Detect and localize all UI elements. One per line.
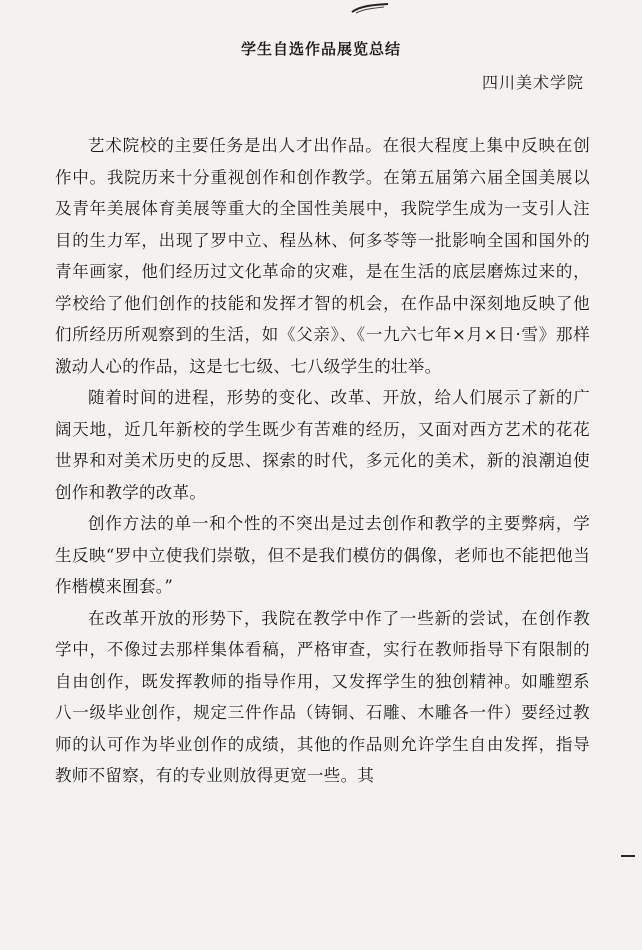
ink-smudge-mark [350, 2, 390, 16]
paragraph: 创作方法的单一和个性的不突出是过去创作和教学的主要弊病，学生反映“罗中立使我们崇敬，但不是我们模仿的偶像，老师也不能把他当作楷模来囿套。” [55, 514, 590, 596]
paragraph: 在改革开放的形势下，我院在教学中作了一些新的尝试，在创作教学中，不像过去那样集体看稿，严格审查，实行在教师指导下有限制的自由创作，既发挥教师的指导作用，又发挥学生的独创精神。如雕塑系八一级毕业创作，规定三件作品（铸铜、石雕、木雕各一件）要经过教师的认可作为毕业创作的成绩，其他的作品则允许学生自由发挥，指导教师不留察，有的专业则放得更宽一些。其 [55, 608, 590, 785]
paragraph: 艺术院校的主要任务是出人才出作品。在很大程度上集中反映在创作中。我院历来十分重视创作和创作教学。在第五届第六届全国美展以及青年美展体育美展等重大的全国性美展中，我院学生成为一支引人注目的生力军，出现了罗中立、程丛林、何多苓等一批影响全国和国外的青年画家，他们经历过文化革命的灾难，是在生活的底层磨炼过来的，学校给了他们创作的技能和发挥才智的机会，在作品中深刻地反映了他们所经历所观察到的生活，如《父亲》、《一九六七年×月×日·雪》那样激动人心的作品，这是七七级、七八级学生的壮举。 [55, 136, 590, 376]
margin-dash-mark [621, 855, 635, 857]
document-author: 四川美术学院 [481, 73, 584, 92]
paragraph: 随着时间的进程，形势的变化、改革、开放，给人们展示了新的广阔天地，近几年新校的学生既少有苦难的经历，又面对西方艺术的花花世界和对美术历史的反思、探索的时代，多元化的美术，新的浪潮迫使创作和教学的改革。 [55, 388, 590, 502]
document-body [55, 130, 590, 792]
document-title: 学生自选作品展览总结 [240, 40, 401, 58]
